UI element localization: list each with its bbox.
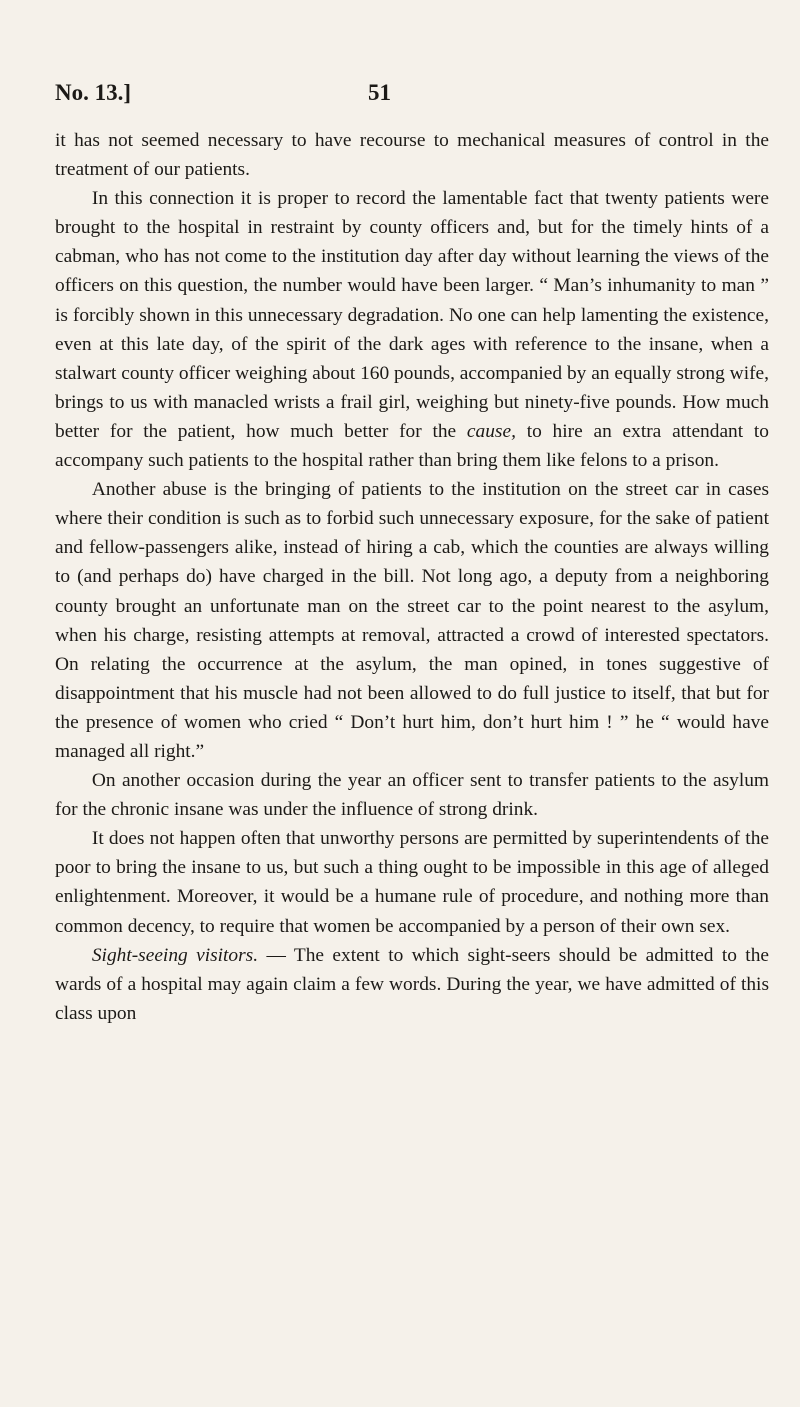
paragraph — [55, 184, 769, 475]
paragraph — [55, 941, 769, 1028]
text-run: In this connection it is proper to record the lamentable fact that twenty patients were brought to the hospital in restraint by county officers and, but for the timely hints of a cabman, who has not come to the institution day after day without learning the views of the officers on this question, the number would have been larger. “ Man’s inhumanity to man ” is forcibly shown in this unnecessary degradation. No one can help lamenting the existence, even at this late day, of the spirit of the dark ages with reference to the insane, when a stalwart county officer weighing about 160 pounds, accompanied by an equally strong wife, brings to us with manacled wrists a frail girl, weighing but ninety-five pounds. How much better for the patient, how much better for the — [55, 188, 769, 442]
paragraph — [55, 126, 769, 184]
paragraph — [55, 766, 769, 824]
page-number: 51 — [368, 80, 391, 105]
paragraph — [55, 824, 769, 940]
issue-number: No. 13.] — [55, 80, 132, 105]
text-run: On another occasion during the year an officer sent to transfer patients to the asylum for the chronic insane was under the influence of strong drink. — [55, 770, 769, 821]
text-run: — The extent to which sight-seers should be admitted to the wards of a hospital may again claim a few words. During the year, we have admitted of this class upon — [55, 944, 769, 1024]
page-header — [55, 80, 395, 110]
paragraph — [55, 475, 769, 766]
text-run: It does not happen often that unworthy persons are permitted by superintendents of the poor to bring the insane to us, but such a thing ought to be impossible in this age of alleged enlightenment. Moreover, it would be a humane rule of procedure, and nothing more than common decency, to require that women be accompanied by a person of their own sex. — [55, 828, 769, 937]
text-run: it has not seemed necessary to have recourse to mechanical measures of control in the treatment of our patients. — [55, 130, 769, 181]
italic-text: cause, — [466, 420, 516, 442]
italic-text: Sight-seeing visitors. — [91, 944, 259, 966]
body-text — [55, 126, 769, 1028]
text-run: to hire an extra attendant to accompany such patients to the hospital rather than bring them like felons to a prison. — [55, 420, 769, 472]
text-run: Another abuse is the bringing of patients to the institution on the street car in cases where their condition is such as to forbid such unnecessary exposure, for the sake of patient and fellow-passengers alike, instead of hiring a cab, which the counties are always willing to (and perhaps do) have charged in the bill. Not long ago, a deputy from a neighboring county brought an unfortunate man on the street car to the point nearest to the asylum, when his charge, resisting attempts at removal, attracted a crowd of interested spectators. On relating the occurrence at the asylum, the man opined, in tones suggestive of disappointment that his muscle had not been allowed to do full justice to itself, that but for the presence of women who cried “ Don’t hurt him, don’t hurt him ! ” he “ would have managed all right.” — [55, 479, 769, 762]
